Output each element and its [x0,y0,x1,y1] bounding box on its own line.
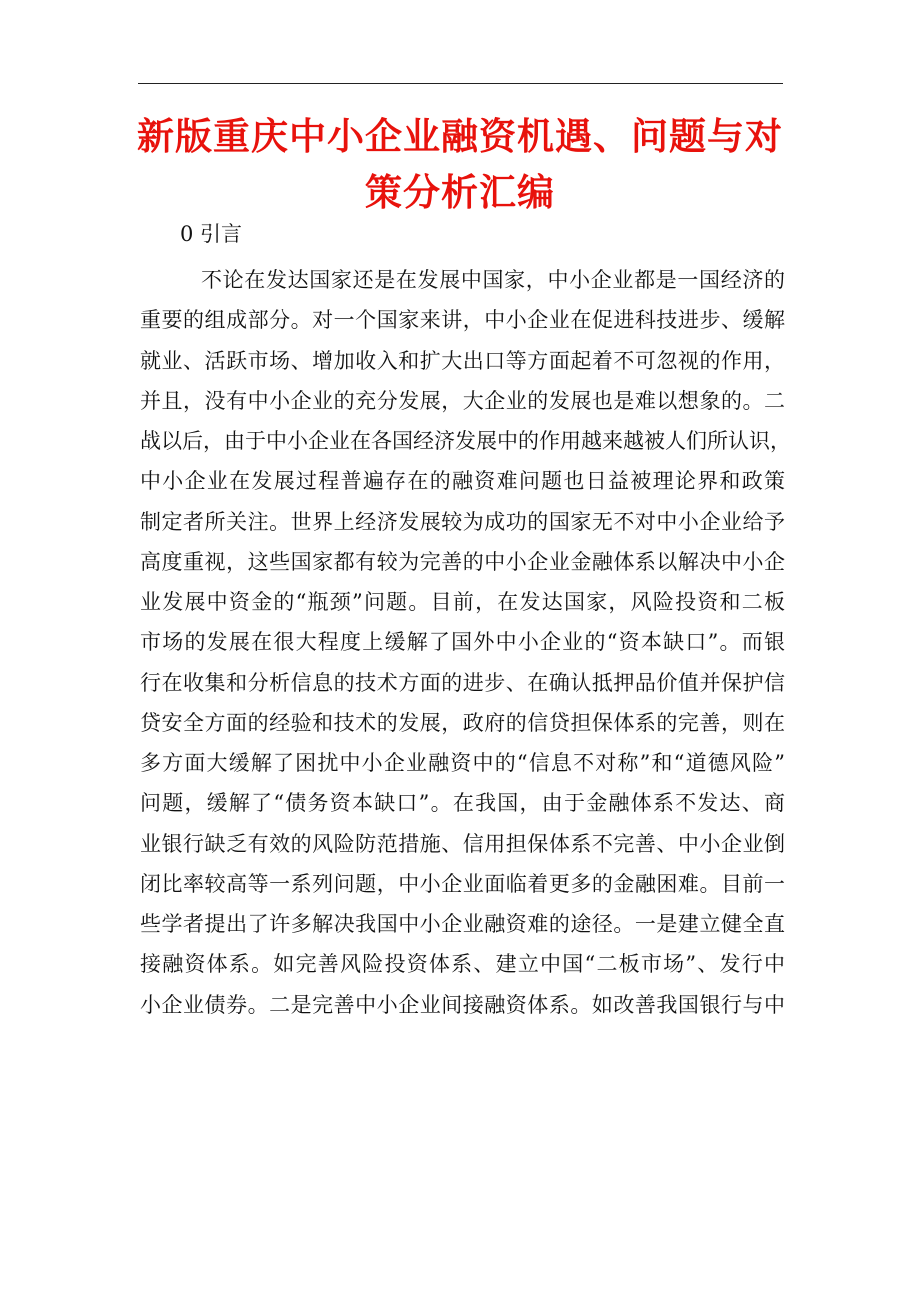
paragraph-line: 中小企业在发展过程普遍存在的融资难问题也日益被理论界和政策 [140,469,785,494]
paragraph-line: 市场的发展在很大程度上缓解了国外中小企业的“资本缺口”。而银 [140,630,785,655]
paragraph-line: 并且，没有中小企业的充分发展，大企业的发展也是难以想象的。二 [140,388,785,413]
document-title: 新版重庆中小企业融资机遇、问题与对策分析汇编 [137,114,783,214]
paragraph-line: 贷安全方面的经验和技术的发展，政府的信贷担保体系的完善，则在 [140,710,785,735]
paragraph-line: 高度重视，这些国家都有较为完善的中小企业金融体系以解决中小企 [140,549,785,574]
paragraph-line: 业发展中资金的“瓶颈”问题。目前，在发达国家，风险投资和二板 [140,590,785,614]
paragraph-line: 行在收集和分析信息的技术方面的进步、在确认抵押品价值并保护信 [140,670,785,695]
paragraph-line: 接融资体系。如完善风险投资体系、建立中国“二板市场”、发行中 [140,952,785,977]
paragraph-line: 重要的组成部分。对一个国家来讲，中小企业在促进科技进步、缓解 [140,308,785,333]
paragraph-line: 些学者提出了许多解决我国中小企业融资难的途径。一是建立健全直 [140,912,785,936]
paragraph-line: 不论在发达国家还是在发展中国家，中小企业都是一国经济的 [201,268,785,292]
paragraph-line: 问题，缓解了“债务资本缺口”。在我国，由于金融体系不发达、商 [140,791,785,816]
paragraph-line: 业银行缺乏有效的风险防范措施、信用担保体系不完善、中小企业倒 [140,831,785,856]
paragraph-line: 战以后，由于中小企业在各国经济发展中的作用越来越被人们所认识， [140,429,791,453]
paragraph-line: 制定者所关注。世界上经济发展较为成功的国家无不对中小企业给予 [140,509,785,534]
header-rule [138,83,783,84]
paragraph-line: 闭比率较高等一系列问题，中小企业面临着更多的金融困难。目前一 [140,871,785,896]
section-heading: 0 引言 [180,222,243,246]
paragraph-line: 就业、活跃市场、增加收入和扩大出口等方面起着不可忽视的作用， [140,348,785,373]
body-paragraph [140,260,791,1025]
paragraph-line: 多方面大缓解了困扰中小企业融资中的“信息不对称”和“道德风险” [140,751,785,775]
paragraph-line: 小企业债券。二是完善中小企业间接融资体系。如改善我国银行与中 [140,992,785,1017]
